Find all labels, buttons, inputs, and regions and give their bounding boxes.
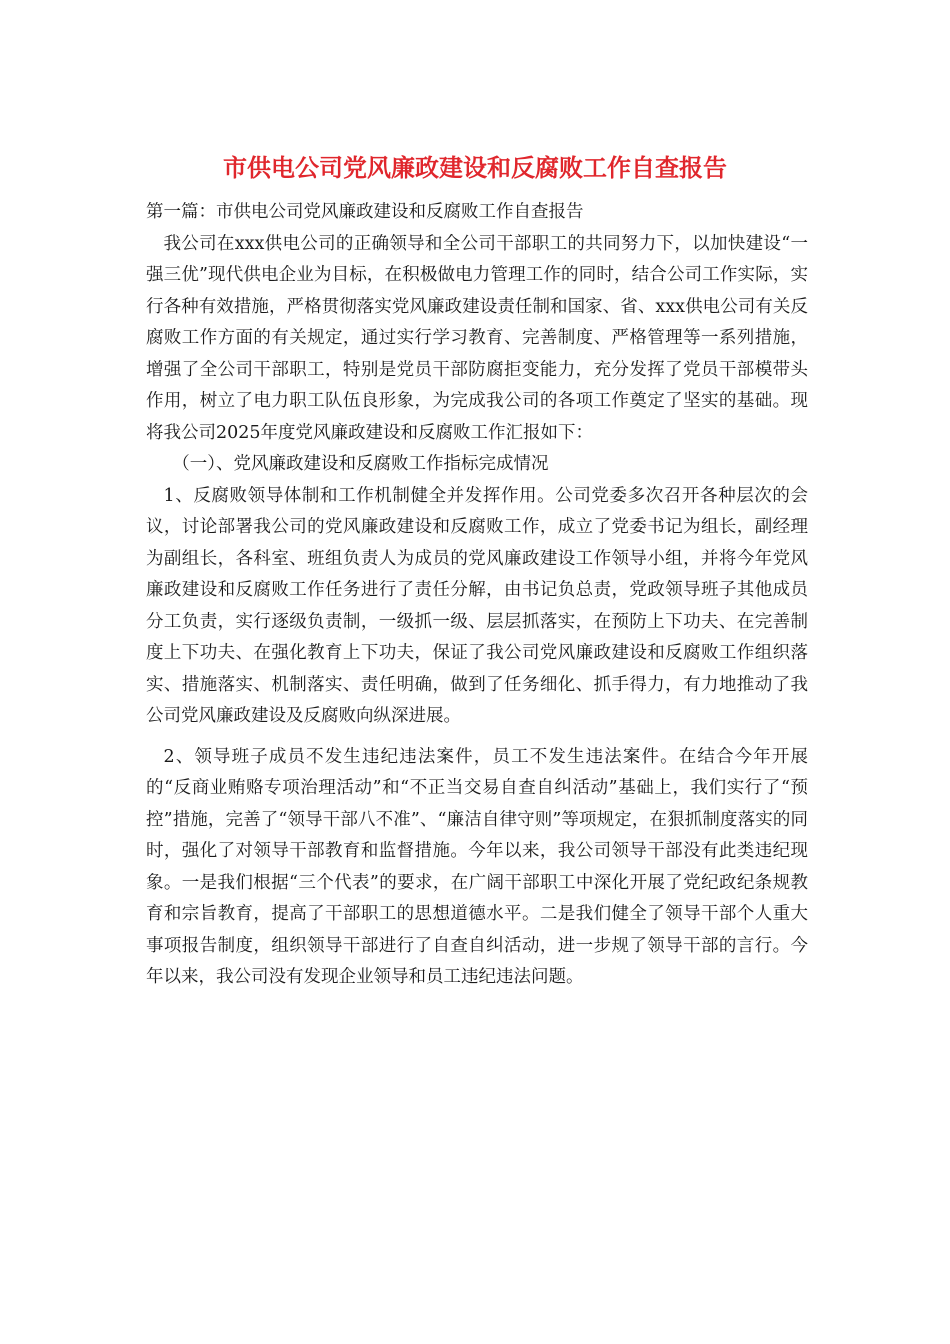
document-title: 市供电公司党风廉政建设和反腐败工作自查报告 xyxy=(223,153,727,182)
item-1-paragraph: 1、反腐败领导体制和工作机制健全并发挥作用。公司党委多次召开各种层次的会议，讨论部署我公司的党风廉政建设和反腐败工作，成立了党委书记为组长，副经理为副组长，各科室、班组负责人为成员的党风廉政建设工作领导小组，并将今年党风廉政建设和反腐败工作任务进行了责任分解，由书记负总责，党政领导班子其他成员分工负责，实行逐级负责制，一级抓一级、层层抓落实，在预防上下功夫、在完善制度上下功夫、在强化教育上下功夫，保证了我公司党风廉政建设和反腐败工作组织落实、措施落实、机制落实、责任明确，做到了任务细化、抓手得力，有力地推动了我公司党风廉政建设及反腐败向纵深进展。 xyxy=(146,485,808,726)
document-body xyxy=(146,197,808,994)
intro-paragraph: 我公司在xxx供电公司的正确领导和全公司干部职工的共同努力下，以加快建设“一强三优”现代供电企业为目标，在积极做电力管理工作的同时，结合公司工作实际，实行各种有效措施，严格贯彻落实党风廉政建设责任制和国家、省、xxx供电公司有关反腐败工作方面的有关规定，通过实行学习教育、完善制度、严格管理等一系列措施，增强了全公司干部职工，特别是党员干部防腐拒变能力，充分发挥了党员干部模带头作用，树立了电力职工队伍良形象，为完成我公司的各项工作奠定了坚实的基础。现将我公司2025年度党风廉政建设和反腐败工作汇报如下： xyxy=(146,233,808,443)
item-2-paragraph: 2、领导班子成员不发生违纪违法案件，员工不发生违法案件。在结合今年开展的“反商业贿赂专项治理活动”和“不正当交易自查自纠活动”基础上，我们实行了“预控”措施，完善了“领导干部八不准”、“廉洁自律守则”等项规定，在狠抓制度落实的同时，强化了对领导干部教育和监督措施。今年以来，我公司领导干部没有此类违纪现象。一是我们根据“三个代表”的要求，在广阔干部职工中深化开展了党纪政纪条规教育和宗旨教育，提高了干部职工的思想道德水平。二是我们健全了领导干部个人重大事项报告制度，组织领导干部进行了自查自纠活动，进一步规了领导干部的言行。今年以来，我公司没有发现企业领导和员工违纪违法问题。 xyxy=(146,746,808,987)
document-subtitle: 第一篇：市供电公司党风廉政建设和反腐败工作自查报告 xyxy=(146,202,584,222)
section-heading: （一）、党风廉政建设和反腐败工作指标完成情况 xyxy=(172,454,549,474)
